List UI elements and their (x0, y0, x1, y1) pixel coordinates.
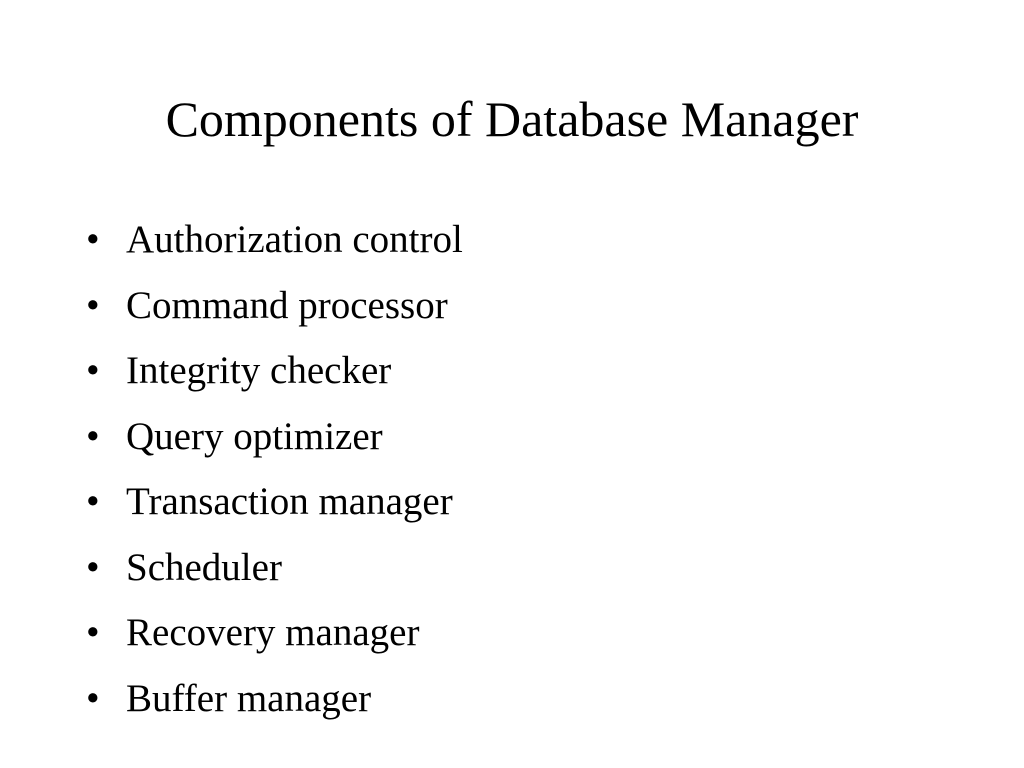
list-item (86, 542, 463, 608)
bullet-icon: • (86, 480, 100, 523)
slide-title: Components of Database Manager (165, 91, 859, 147)
list-item-text: Authorization control (126, 218, 463, 261)
list-item (86, 607, 463, 673)
list-item (86, 214, 463, 280)
bullet-icon: • (86, 611, 100, 654)
bullet-icon: • (86, 676, 100, 720)
bullet-icon: • (86, 283, 100, 327)
list-item (86, 411, 463, 477)
bullet-list (86, 214, 463, 738)
list-item-text: Command processor (126, 283, 448, 327)
list-item-text: Transaction manager (126, 480, 453, 523)
list-item-text: Recovery manager (126, 611, 420, 654)
list-item-text: Buffer manager (126, 676, 372, 720)
bullet-icon: • (86, 545, 100, 589)
list-item (86, 673, 463, 739)
list-item-text: Query optimizer (126, 414, 383, 458)
list-item-text: Scheduler (126, 545, 282, 589)
list-item (86, 345, 463, 411)
list-item-text: Integrity checker (126, 349, 392, 392)
bullet-icon: • (86, 414, 100, 458)
bullet-icon: • (86, 218, 100, 261)
list-item (86, 280, 463, 346)
bullet-icon: • (86, 349, 100, 392)
list-item (86, 476, 463, 542)
